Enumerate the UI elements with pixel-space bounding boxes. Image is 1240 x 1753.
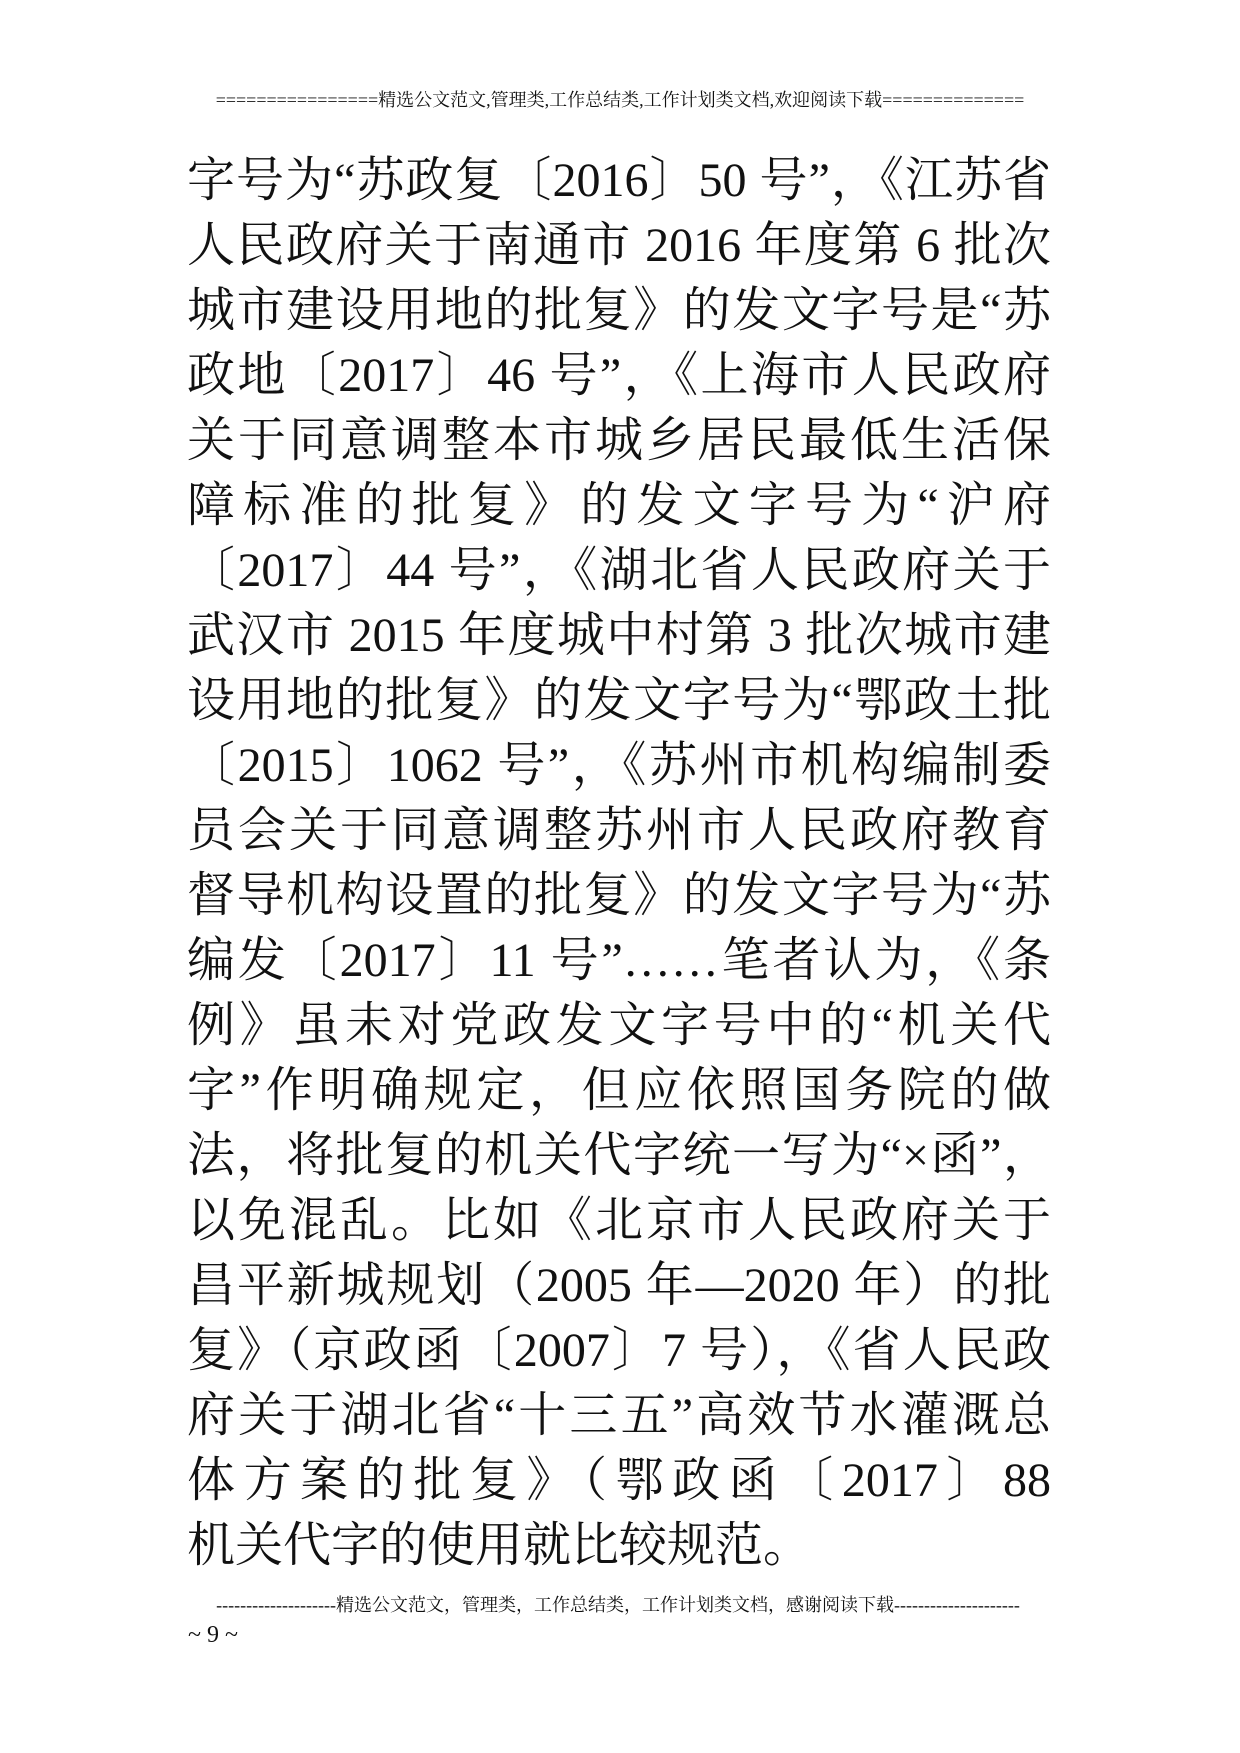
body-line: 〔2015〕1062 号”，《苏州市机构编制委: [187, 739, 1051, 792]
body-line: 府关于湖北省“十三五”高效节水灌溉总: [187, 1389, 1051, 1442]
body-line: 〔2017〕44 号”，《湖北省人民政府关于: [187, 544, 1051, 597]
body-line: 编发〔2017〕11 号”……笔者认为，《条: [187, 934, 1051, 987]
body-line: 法，将批复的机关代字统一写为“×函”，: [187, 1129, 1051, 1182]
body-line: 武汉市 2015 年度城中村第 3 批次城市建: [187, 609, 1051, 662]
body-line: 人民政府关于南通市 2016 年度第 6 批次: [187, 219, 1051, 272]
page-footer: --------------------精选公文范文，管理类，工作总结类，工作计划类文档，感谢阅读下载---------------------: [216, 1595, 1020, 1615]
body-line: 城市建设用地的批复》的发文字号是“苏: [187, 284, 1051, 337]
body-line: 督导机构设置的批复》的发文字号为“苏: [187, 869, 1051, 922]
page-header: ================精选公文范文,管理类,工作总结类,工作计划类文档,欢迎阅读下载==============: [215, 90, 1025, 110]
page-number: ~ 9 ~: [188, 1622, 238, 1648]
body-line: 例》虽未对党政发文字号中的“机关代: [187, 999, 1051, 1052]
body-line: 以免混乱。比如《北京市人民政府关于: [187, 1194, 1051, 1247]
body-line: 政地〔2017〕46 号”，《上海市人民政府: [187, 349, 1051, 402]
body-line: 体方案的批复》（鄂政函〔2017〕88: [187, 1454, 1051, 1507]
body-line: 关于同意调整本市城乡居民最低生活保: [187, 414, 1051, 467]
body-line: 设用地的批复》的发文字号为“鄂政土批: [187, 674, 1051, 727]
body-line: 字”作明确规定，但应依照国务院的做: [187, 1064, 1051, 1117]
body-text: [187, 148, 1051, 1578]
body-line: 障标准的批复》的发文字号为“沪府: [187, 479, 1051, 532]
body-line: 机关代字的使用就比较规范。: [187, 1519, 812, 1572]
body-line: 字号为“苏政复〔2016〕50 号”，《江苏省: [187, 154, 1051, 207]
body-line: 昌平新城规划（2005 年—2020 年）的批: [187, 1259, 1051, 1312]
body-line: 员会关于同意调整苏州市人民政府教育: [187, 804, 1051, 857]
body-line: 复》（京政函〔2007〕7 号），《省人民政: [187, 1324, 1051, 1377]
